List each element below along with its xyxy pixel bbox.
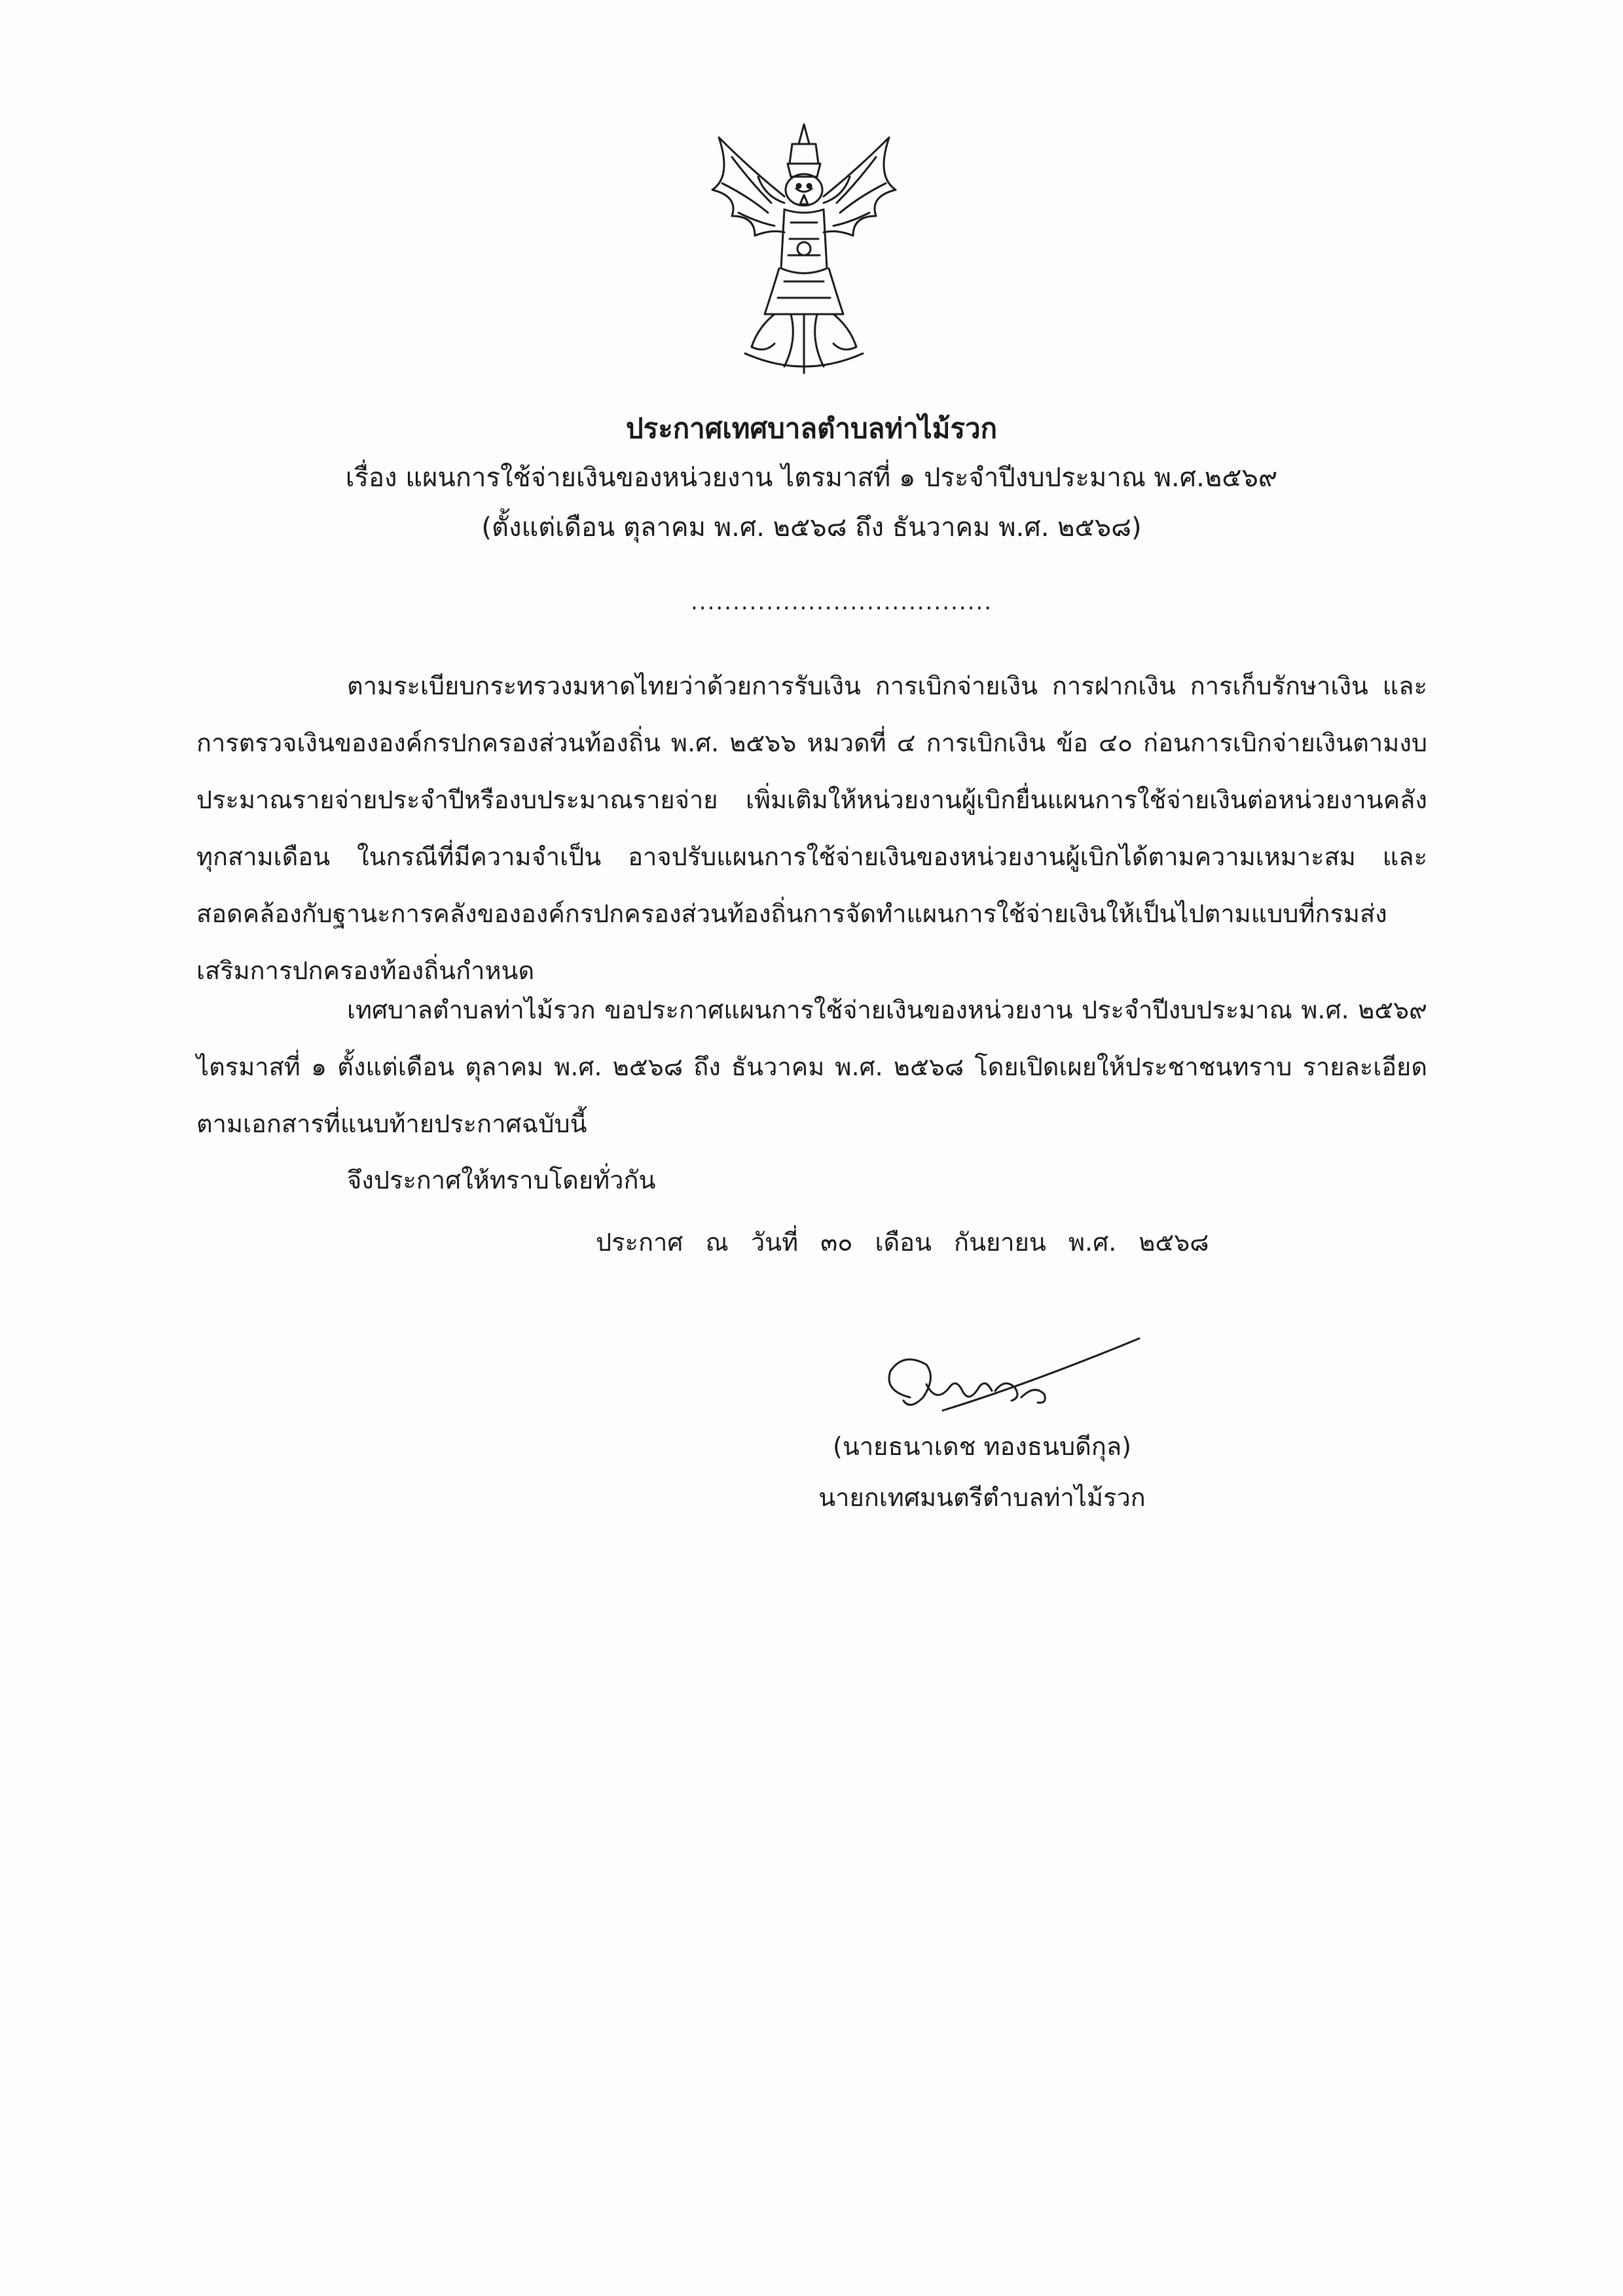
signer-name: (นายธนาเดช ทองธนบดีกุล) — [833, 1432, 1131, 1461]
garuda-emblem-icon — [693, 118, 915, 380]
document-period: (ตั้งแต่เดือน ตุลาคม พ.ศ. ๒๕๖๘ ถึง ธันวาคม พ.ศ. ๒๕๖๘) — [481, 512, 1142, 543]
body-paragraph-3: จึงประกาศให้ทราบโดยทั่วกัน — [347, 1166, 656, 1194]
document-subject: เรื่อง แผนการใช้จ่ายเงินของหน่วยงาน ไตรมาสที่ ๑ ประจำปีงบประมาณ พ.ศ.๒๕๖๙ — [345, 463, 1278, 493]
document-title: ประกาศเทศบาลตำบลท่าไม้รวก — [625, 412, 998, 444]
announcement-date: ประกาศ ณ วันที่ ๓๐ เดือน กันยายน พ.ศ. ๒๕๖๘ — [596, 1228, 1209, 1257]
separator-dots: .................................... — [691, 589, 993, 615]
body-paragraph-2: เทศบาลตำบลท่าไม้รวก ขอประกาศแผนการใช้จ่ายเงินของหน่วยงาน ประจำปีงบประมาณ พ.ศ. ๒๕๖๙ ไตรมาสที่ ๑ ตั้งแต่เดือน ตุลาคม พ.ศ. ๒๕๖๘ ถึง ธันวาคม พ.ศ. ๒๕๖๘ โดยเปิดเผยให้ประชาชนทราบ รายละเอียดตามเอกสารที่แนบท้ายประกาศฉบับนี้ — [196, 996, 1427, 1138]
signer-position: นายกเทศมนตรีตำบลท่าไม้รวก — [818, 1483, 1146, 1512]
body-paragraph-1: ตามระเบียบกระทรวงมหาดไทยว่าด้วยการรับเงิน การเบิกจ่ายเงิน การฝากเงิน การเก็บรักษาเงิน และการตรวจเงินขององค์กรปกครองส่วนท้องถิ่น พ.ศ. ๒๕๖๖ หมวดที่ ๔ การเบิกเงิน ข้อ ๔๐ ก่อนการเบิกจ่ายเงินตามงบประมาณรายจ่ายประจำปีหรืองบประมาณรายจ่าย เพิ่มเติมให้หน่วยงานผู้เบิกยื่นแผนการใช้จ่ายเงินต่อหน่วยงานคลังทุกสามเดือน ในกรณีที่มีความจำเป็น อาจปรับแผนการใช้จ่ายเงินของหน่วยงานผู้เบิกได้ตามความเหมาะสม และสอดคล้องกับฐานะการคลังขององค์กรปกครองส่วนท้องถิ่นการจัดทำแผนการใช้จ่ายเงินให้เป็นไปตามแบบที่กรมส่งเสริมการปกครองท้องถิ่นกำหนด — [196, 672, 1427, 985]
